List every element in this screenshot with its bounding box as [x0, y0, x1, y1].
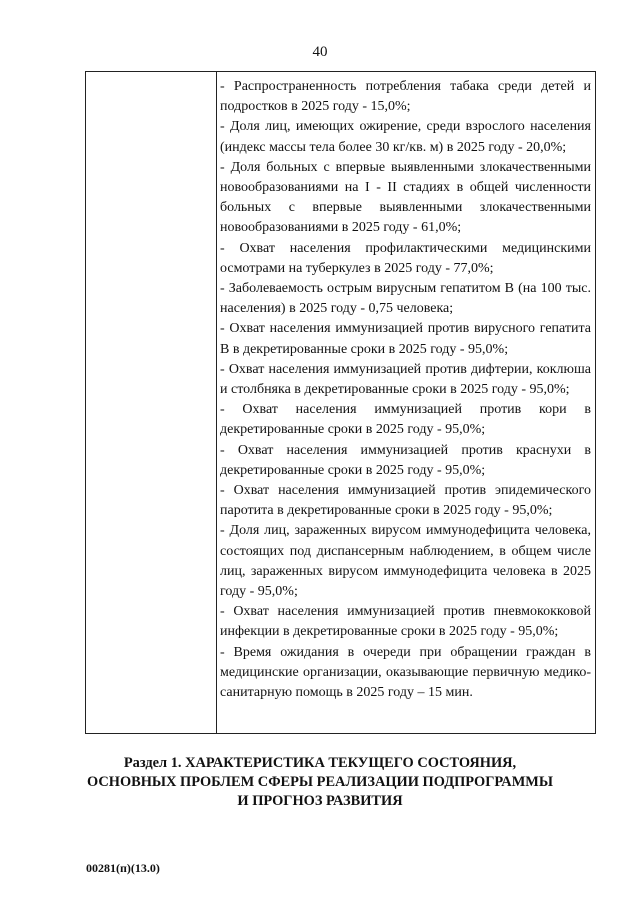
list-item: - Доля лиц, имеющих ожирение, среди взрослого населения (индекс массы тела более 30 кг/кв. м) в 2025 году - 20,0%; [220, 119, 591, 155]
table-left-cell [86, 72, 217, 733]
list-item: - Доля больных с впервые выявленными злокачественными новообразованиями на I - II стадиях в общей численности больных с впервые выявленными злокачественными новообразованиями в 2025 году - 61,0%; [220, 159, 591, 236]
list-item: - Распространенность потребления табака среди детей и подростков в 2025 году - 15,0%; [220, 79, 591, 115]
list-item: - Охват населения профилактическими медицинскими осмотрами на туберкулез в 2025 году - 77,0%; [220, 240, 591, 276]
table-right-cell [217, 72, 595, 733]
list-item: - Охват населения иммунизацией против пневмококковой инфекции в декретированные сроки в 2025 году - 95,0%; [220, 604, 591, 640]
list-item: - Охват населения иммунизацией против краснухи в декретированные сроки в 2025 году - 95,0%; [220, 442, 591, 478]
list-item: - Время ожидания в очереди при обращении граждан в медицинские организации, оказывающие первичную медико-санитарную помощь в 2025 году – 15 мин. [220, 644, 591, 701]
list-item: - Заболеваемость острым вирусным гепатитом В (на 100 тыс. населения) в 2025 году - 0,75 человека; [220, 281, 591, 317]
list-item: - Охват населения иммунизацией против дифтерии, коклюша и столбняка в декретированные сроки в 2025 году - 95,0%; [220, 361, 591, 398]
page-number: 40 [312, 44, 328, 60]
indicator-list [220, 77, 591, 703]
list-item: - Доля лиц, зараженных вирусом иммунодефицита человека, состоящих под диспансерным наблюдением, в общем числе лиц, зараженных вирусом иммунодефицита человека в 2025 году - 95,0%; [220, 523, 591, 600]
indicators-table [85, 71, 596, 734]
section-heading-line: И ПРОГНОЗ РАЗВИТИЯ [237, 793, 403, 809]
document-code: 00281(п)(13.0) [86, 861, 160, 875]
list-item: - Охват населения иммунизацией против вирусного гепатита В в декретированные сроки в 2025 году - 95,0%; [220, 321, 591, 357]
section-heading [60, 754, 580, 811]
list-item: - Охват населения иммунизацией против кори в декретированные сроки в 2025 году - 95,0%; [220, 402, 591, 438]
section-heading-line: Раздел 1. ХАРАКТЕРИСТИКА ТЕКУЩЕГО СОСТОЯНИЯ, [123, 755, 517, 771]
section-heading-line: ОСНОВНЫХ ПРОБЛЕМ СФЕРЫ РЕАЛИЗАЦИИ ПОДПРОГРАММЫ [86, 774, 553, 790]
list-item: - Охват населения иммунизацией против эпидемического паротита в декретированные сроки в 2025 году - 95,0%; [220, 483, 591, 519]
